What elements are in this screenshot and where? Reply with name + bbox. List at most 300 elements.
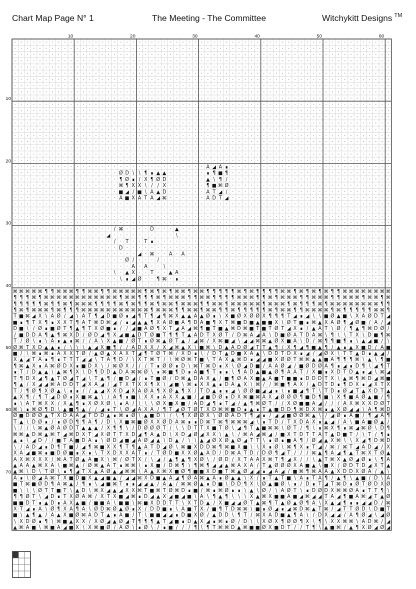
chart-symbol: /: [337, 463, 340, 469]
chart-symbol: ⌘: [43, 308, 49, 314]
chart-symbol: ⌘: [18, 432, 24, 438]
chart-dot: [369, 129, 370, 130]
chart-symbol: X: [63, 320, 67, 326]
chart-symbol: /: [368, 320, 371, 326]
chart-dot: [276, 135, 277, 136]
chart-symbol: ◢: [38, 383, 42, 389]
chart-symbol: ¶: [337, 296, 341, 302]
chart-symbol: \: [343, 439, 346, 445]
chart-symbol: /: [306, 370, 309, 376]
chart-dot: [382, 129, 383, 130]
chart-symbol: ▲: [212, 513, 217, 519]
chart-dot: [270, 135, 271, 136]
chart-symbol: ◢: [100, 314, 105, 320]
chart-dot: [332, 60, 333, 61]
chart-symbol: /: [343, 513, 346, 519]
chart-dot: [344, 253, 345, 254]
chart-dot: [382, 54, 383, 55]
chart-dot: [375, 185, 376, 186]
chart-dot: [21, 259, 22, 260]
chart-symbol: A: [299, 513, 303, 519]
chart-symbol: ⌘: [236, 420, 242, 426]
chart-dot: [326, 172, 327, 173]
chart-dot: [64, 42, 65, 43]
chart-dot: [357, 266, 358, 267]
chart-symbol: \: [182, 501, 184, 507]
chart-symbol: ◢: [342, 364, 347, 370]
chart-dot: [201, 147, 202, 148]
chart-symbol: ¶: [81, 327, 86, 333]
chart-dot: [64, 141, 65, 142]
chart-symbol: ■: [12, 482, 18, 488]
chart-dot: [195, 278, 196, 279]
chart-symbol: T: [106, 495, 110, 501]
chart-dot: [295, 135, 296, 136]
chart-symbol: ◢: [118, 488, 123, 494]
chart-dot: [363, 54, 364, 55]
chart-dot: [120, 259, 121, 260]
chart-symbol: ∎: [187, 420, 191, 426]
chart-dot: [232, 154, 233, 155]
chart-symbol: A: [144, 327, 148, 333]
chart-dot: [295, 172, 296, 173]
chart-dot: [263, 67, 264, 68]
chart-dot: [313, 228, 314, 229]
chart-symbol: ■: [62, 463, 68, 469]
chart-symbol: ■: [261, 426, 267, 432]
chart-symbol: ■: [379, 507, 385, 513]
chart-symbol: T: [162, 519, 166, 525]
chart-symbol: ∎: [225, 370, 229, 376]
chart-symbol: \: [312, 519, 315, 525]
chart-symbol: ◢: [336, 507, 341, 513]
chart-dot: [46, 266, 47, 267]
chart-dot: [326, 210, 327, 211]
chart-dot: [139, 85, 140, 86]
chart-dot: [363, 123, 364, 124]
chart-dot: [21, 172, 22, 173]
chart-dot: [207, 98, 208, 99]
chart-symbol: ⌘: [68, 289, 74, 295]
chart-symbol: ¶: [274, 296, 278, 302]
chart-symbol: D: [367, 376, 372, 382]
chart-dot: [282, 147, 283, 148]
chart-dot: [319, 266, 320, 267]
chart-symbol: ◢: [25, 507, 30, 513]
chart-symbol: ⌘: [205, 308, 211, 314]
chart-symbol: \: [45, 314, 48, 320]
chart-dot: [313, 216, 314, 217]
chart-dot: [226, 154, 227, 155]
chart-dot: [46, 179, 47, 180]
chart-dot: [307, 123, 308, 124]
chart-dot: [96, 203, 97, 204]
chart-symbol: \: [381, 476, 383, 482]
chart-symbol: /: [101, 426, 104, 432]
chart-symbol: X: [212, 432, 216, 438]
chart-dot: [239, 272, 240, 273]
chart-dot: [201, 141, 202, 142]
chart-symbol: /: [231, 333, 234, 339]
chart-symbol: \: [26, 352, 29, 358]
chart-symbol: X: [224, 364, 229, 370]
chart-dot: [263, 179, 264, 180]
chart-dot: [27, 197, 28, 198]
chart-dot: [338, 147, 339, 148]
chart-symbol: Ø: [100, 327, 105, 333]
chart-dot: [58, 60, 59, 61]
chart-symbol: ∎: [156, 370, 160, 376]
chart-dot: [201, 67, 202, 68]
chart-symbol: ⌘: [180, 376, 186, 382]
chart-symbol: \: [163, 264, 166, 270]
chart-dot: [21, 73, 22, 74]
chart-symbol: ▲: [311, 507, 316, 513]
chart-symbol: ⌘: [18, 345, 24, 351]
chart-symbol: ◢: [237, 501, 241, 507]
chart-symbol: D: [56, 451, 61, 457]
chart-symbol: A: [200, 376, 204, 382]
chart-dot: [326, 166, 327, 167]
chart-dot: [369, 284, 370, 285]
chart-symbol: ⌘: [130, 308, 136, 314]
chart-symbol: ¶: [26, 395, 30, 401]
chart-symbol: D: [305, 407, 310, 413]
chart-dot: [21, 98, 22, 99]
chart-dot: [40, 191, 41, 192]
chart-symbol: ∎: [137, 526, 142, 532]
chart-dot: [388, 241, 389, 242]
chart-symbol: /: [219, 376, 222, 382]
chart-dot: [382, 216, 383, 217]
chart-symbol: ⌘: [261, 339, 267, 345]
chart-dot: [201, 79, 202, 80]
chart-symbol: D: [181, 513, 185, 519]
chart-symbol: Ø: [38, 414, 42, 420]
chart-dot: [288, 216, 289, 217]
chart-dot: [33, 160, 34, 161]
chart-header-left: Chart Map Page N° 1: [12, 13, 94, 23]
chart-dot: [96, 141, 97, 142]
chart-dot: [251, 284, 252, 285]
chart-symbol: Ø: [274, 339, 279, 345]
chart-dot: [21, 166, 22, 167]
chart-dot: [158, 222, 159, 223]
chart-symbol: \: [45, 507, 48, 513]
chart-dot: [133, 222, 134, 223]
chart-dot: [375, 123, 376, 124]
chart-symbol: D: [187, 352, 192, 358]
chart-dot: [332, 123, 333, 124]
chart-symbol: Ø: [150, 327, 154, 333]
chart-dot: [71, 228, 72, 229]
chart-dot: [270, 241, 271, 242]
chart-symbol: D: [106, 314, 111, 320]
chart-dot: [226, 67, 227, 68]
chart-symbol: X: [88, 383, 92, 389]
chart-symbol: ⌘: [230, 308, 236, 314]
chart-symbol: ◢: [262, 389, 266, 395]
chart-symbol: ∎: [299, 376, 303, 382]
chart-dot: [33, 135, 34, 136]
chart-symbol: ∎: [299, 352, 303, 358]
chart-symbol: ⌘: [25, 482, 30, 488]
chart-dot: [388, 259, 389, 260]
chart-symbol: X: [81, 451, 86, 457]
chart-dot: [89, 123, 90, 124]
chart-dot: [332, 147, 333, 148]
chart-symbol: ¶: [75, 407, 79, 413]
chart-symbol: A: [181, 320, 185, 326]
chart-symbol: /: [176, 352, 178, 358]
chart-dot: [139, 54, 140, 55]
chart-symbol: ■: [149, 488, 155, 494]
chart-symbol: T: [324, 376, 328, 382]
chart-symbol: ∎: [256, 407, 260, 413]
chart-dot: [40, 73, 41, 74]
chart-dot: [102, 147, 103, 148]
chart-symbol: ⌘: [224, 526, 229, 532]
chart-dot: [158, 104, 159, 105]
chart-dot: [189, 259, 190, 260]
chart-dot: [282, 259, 283, 260]
chart-symbol: \: [231, 432, 234, 438]
chart-dot: [295, 42, 296, 43]
chart-symbol: ◢: [50, 395, 55, 401]
chart-dot: [139, 104, 140, 105]
chart-dot: [152, 284, 153, 285]
chart-symbol: D: [162, 432, 167, 438]
chart-symbol: /: [157, 407, 159, 413]
chart-dot: [363, 60, 364, 61]
chart-symbol: ¶: [181, 308, 185, 314]
chart-dot: [183, 210, 184, 211]
chart-symbol: \: [151, 370, 153, 376]
chart-symbol: \: [76, 345, 79, 351]
chart-symbol: ■: [218, 470, 223, 476]
chart-symbol: ¶: [361, 364, 365, 370]
chart-symbol: ■: [112, 314, 117, 320]
chart-symbol: X: [162, 327, 167, 333]
chart-symbol: D: [224, 451, 229, 457]
chart-symbol: X: [206, 383, 210, 389]
chart-dot: [183, 179, 184, 180]
chart-symbol: ¶: [38, 296, 42, 302]
chart-dot: [15, 135, 16, 136]
chart-dot: [83, 266, 84, 267]
chart-dot: [27, 284, 28, 285]
chart-symbol: X: [57, 320, 61, 326]
chart-dot: [388, 129, 389, 130]
chart-dot: [319, 179, 320, 180]
chart-dot: [64, 253, 65, 254]
chart-dot: [220, 154, 221, 155]
chart-dot: [52, 210, 53, 211]
chart-dot: [77, 147, 78, 148]
chart-symbol: /: [300, 457, 303, 463]
chart-symbol: ∎: [212, 519, 216, 525]
chart-dot: [170, 222, 171, 223]
chart-symbol: ▲: [31, 463, 36, 469]
chart-dot: [40, 54, 41, 55]
chart-dot: [71, 166, 72, 167]
chart-symbol: \: [151, 526, 153, 532]
chart-dot: [139, 222, 140, 223]
chart-dot: [102, 284, 103, 285]
chart-dot: [307, 210, 308, 211]
chart-symbol: ¶: [225, 308, 229, 314]
chart-dot: [133, 73, 134, 74]
chart-dot: [326, 216, 327, 217]
chart-symbol: ∎: [249, 358, 254, 364]
chart-dot: [170, 98, 171, 99]
chart-symbol: ⌘: [25, 457, 30, 463]
chart-symbol: ▲: [255, 501, 260, 507]
chart-symbol: ▲: [156, 439, 161, 445]
chart-symbol: \: [163, 439, 166, 445]
chart-symbol: ¶: [330, 289, 334, 295]
chart-dot: [313, 104, 314, 105]
chart-symbol: ⌘: [373, 519, 379, 525]
chart-symbol: ⌘: [298, 470, 304, 476]
chart-symbol: ◢: [349, 389, 353, 395]
chart-dot: [375, 67, 376, 68]
chart-symbol: ¶: [13, 296, 17, 302]
chart-dot: [21, 60, 22, 61]
chart-dot: [232, 247, 233, 248]
chart-dot: [270, 259, 271, 260]
chart-dot: [338, 166, 339, 167]
chart-symbol: /: [381, 501, 383, 507]
chart-dot: [170, 197, 171, 198]
chart-dot: [21, 116, 22, 117]
chart-symbol: ¶: [13, 495, 17, 501]
chart-dot: [102, 266, 103, 267]
chart-dot: [288, 253, 289, 254]
chart-symbol: D: [150, 507, 154, 513]
chart-dot: [301, 60, 302, 61]
chart-dot: [338, 272, 339, 273]
chart-dot: [145, 110, 146, 111]
chart-dot: [344, 234, 345, 235]
chart-symbol: ⌘: [361, 376, 366, 382]
chart-symbol: T: [138, 339, 141, 345]
chart-dot: [313, 210, 314, 211]
chart-symbol: /: [176, 482, 178, 488]
chart-dot: [102, 172, 103, 173]
chart-symbol: D: [305, 339, 310, 345]
chart-symbol: A: [25, 445, 30, 451]
chart-symbol: A: [106, 501, 111, 507]
chart-dot: [369, 60, 370, 61]
chart-dot: [52, 253, 53, 254]
chart-dot: [257, 129, 258, 130]
row-label: 40: [5, 283, 11, 289]
chart-symbol: X: [137, 457, 142, 463]
chart-symbol: /: [225, 190, 228, 196]
chart-symbol: ¶: [281, 457, 285, 463]
chart-dot: [176, 79, 177, 80]
chart-symbol: Ø: [243, 501, 248, 507]
chart-dot: [71, 141, 72, 142]
chart-dot: [382, 42, 383, 43]
chart-symbol: /: [82, 389, 85, 395]
chart-symbol: ∎: [218, 383, 222, 389]
chart-symbol: D: [137, 345, 142, 351]
chart-dot: [332, 179, 333, 180]
chart-dot: [58, 272, 59, 273]
chart-dot: [382, 141, 383, 142]
chart-dot: [288, 67, 289, 68]
chart-dot: [40, 166, 41, 167]
chart-symbol: ■: [280, 432, 285, 438]
chart-dot: [363, 278, 364, 279]
chart-symbol: ▲: [94, 395, 98, 401]
chart-dot: [382, 172, 383, 173]
chart-symbol: X: [144, 177, 148, 183]
chart-dot: [183, 160, 184, 161]
chart-symbol: /: [138, 177, 141, 183]
chart-symbol: A: [318, 476, 322, 482]
chart-symbol: ¶: [69, 308, 73, 314]
chart-dot: [176, 135, 177, 136]
chart-dot: [239, 147, 240, 148]
chart-symbol: ⌘: [174, 296, 180, 302]
chart-symbol: ◢: [143, 482, 148, 488]
chart-symbol: T: [44, 488, 48, 494]
chart-dot: [164, 54, 165, 55]
chart-dot: [363, 172, 364, 173]
chart-dot: [301, 42, 302, 43]
chart-dot: [338, 284, 339, 285]
chart-symbol: ¶: [212, 401, 216, 407]
chart-dot: [319, 154, 320, 155]
chart-symbol: ◢: [299, 495, 304, 501]
chart-dot: [375, 241, 376, 242]
chart-symbol: T: [119, 383, 123, 389]
chart-dot: [33, 210, 34, 211]
chart-symbol: X: [355, 345, 359, 351]
chart-dot: [270, 247, 271, 248]
chart-dot: [232, 216, 233, 217]
chart-symbol: ⌘: [87, 302, 93, 308]
chart-symbol: /: [225, 177, 228, 183]
chart-symbol: ¶: [318, 395, 322, 401]
chart-symbol: \: [281, 389, 284, 395]
chart-symbol: ◢: [218, 190, 223, 196]
chart-dot: [307, 98, 308, 99]
chart-symbol: T: [281, 327, 285, 333]
chart-dot: [195, 272, 196, 273]
chart-dot: [152, 79, 153, 80]
chart-dot: [158, 116, 159, 117]
chart-dot: [164, 234, 165, 235]
chart-dot: [214, 234, 215, 235]
chart-dot: [164, 216, 165, 217]
chart-dot: [164, 247, 165, 248]
chart-symbol: D: [193, 376, 198, 382]
chart-symbol: ◢: [374, 376, 378, 382]
chart-symbol: ■: [354, 414, 360, 420]
chart-dot: [189, 191, 190, 192]
chart-symbol: ◢: [69, 314, 73, 320]
chart-dot: [332, 272, 333, 273]
chart-symbol: ¶: [274, 308, 278, 314]
chart-symbol: \: [337, 333, 340, 339]
chart-symbol: ⌘: [193, 302, 198, 308]
chart-symbol: ▲: [94, 352, 98, 358]
chart-dot: [369, 222, 370, 223]
